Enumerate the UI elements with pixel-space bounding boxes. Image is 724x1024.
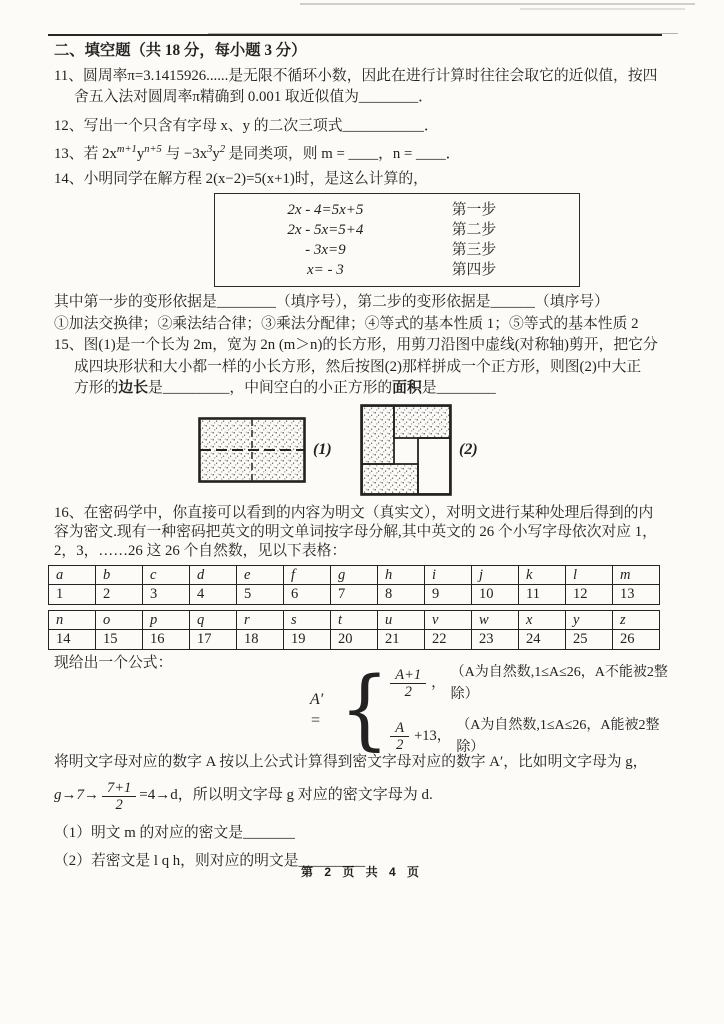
cipher-cell: e	[237, 565, 284, 585]
question-16-part1: （1）明文 m 的对应的密文是_______	[54, 825, 295, 841]
cipher-cell: b	[96, 565, 143, 585]
figure-2-square-drawing	[360, 404, 452, 496]
question-12-line1: 12、写出一个只含有字母 x、y 的二次三项式___________．	[54, 117, 439, 134]
case-condition: （A为自然数,1≤A≤26，A不能被2整除）	[450, 665, 668, 702]
cipher-cell: n	[49, 610, 96, 630]
cipher-cell: f	[284, 565, 331, 585]
case-separator: ，	[431, 674, 446, 691]
step-row	[215, 200, 571, 220]
step-label: 第四步	[451, 262, 497, 278]
q13-exponent-2: 2	[219, 144, 226, 156]
cipher-cell: v	[425, 610, 472, 630]
cipher-cell: a	[49, 565, 96, 585]
fraction-numerator: 7+1	[102, 780, 136, 797]
top-rule-line-faint	[208, 33, 678, 34]
cipher-cell: 25	[566, 630, 613, 650]
top-rule-line	[48, 34, 662, 36]
fraction-numerator: A+1	[390, 667, 426, 684]
case-condition: （A为自然数,1≤A≤26，A能被2整除）	[456, 718, 660, 755]
number-row	[49, 585, 660, 605]
q15-bold-side-length: 边长	[118, 380, 149, 396]
step-label: 第一步	[451, 202, 497, 218]
figure-1	[198, 417, 332, 483]
cipher-cell: 3	[143, 585, 190, 605]
cipher-cell: 13	[613, 585, 660, 605]
step-row	[215, 260, 571, 280]
step-label: 第三步	[451, 242, 497, 258]
figure-1-rectangle-drawing	[198, 417, 306, 483]
q15-text: 是_________，中间空白的小正方形的	[148, 380, 393, 396]
question-11-line2: 舍五入法对圆周率π精确到 0.001 取近似值为________．	[74, 89, 433, 105]
cipher-cell: w	[472, 610, 519, 630]
cipher-cell: 20	[331, 630, 378, 650]
question-16-line1: 16、在密码学中，你直接可以看到的内容为明文（真实文），对明文进行某种处理后得到的内	[54, 504, 654, 521]
cipher-cell: 10	[472, 585, 519, 605]
cipher-cell: p	[143, 610, 190, 630]
cipher-cell: 16	[143, 630, 190, 650]
step-row	[215, 220, 571, 240]
cipher-cell: k	[519, 565, 566, 585]
cipher-cell: l	[566, 565, 613, 585]
question-15-figures	[48, 404, 680, 502]
cipher-cell: 5	[237, 585, 284, 605]
cipher-cell: 17	[190, 630, 237, 650]
q13-text: 与 −3x	[161, 146, 208, 162]
formula-case-odd	[390, 662, 680, 705]
figure-2-label: (2)	[459, 440, 478, 458]
piecewise-formula	[310, 659, 680, 761]
q13-text: 13、若 2x	[54, 146, 117, 162]
cipher-cell: 4	[190, 585, 237, 605]
cipher-cell: u	[378, 610, 425, 630]
cipher-cell: g	[331, 565, 378, 585]
question-14-intro: 14、小明同学在解方程 2(x−2)=5(x+1)时，是这么计算的，	[54, 170, 428, 187]
q15-text: 方形的	[74, 380, 119, 396]
cipher-cell: o	[96, 610, 143, 630]
cipher-cell: 21	[378, 630, 425, 650]
q15-text: 是________	[421, 380, 496, 396]
cipher-table-n-to-z	[48, 610, 660, 650]
fraction	[390, 720, 409, 753]
question-14-basis-line: 其中第一步的变形依据是________（填序号），第二步的变形依据是______（填序号）	[54, 294, 609, 310]
q13-exponent-3: 3	[207, 144, 213, 156]
cipher-cell: y	[566, 610, 613, 630]
cipher-cell: 23	[472, 630, 519, 650]
step-equation: - 3x=9	[305, 242, 346, 258]
fraction	[390, 667, 426, 700]
cipher-cell: t	[331, 610, 378, 630]
letter-row	[49, 610, 660, 630]
case-plus-13: +13，	[414, 727, 452, 744]
cipher-cell: 22	[425, 630, 472, 650]
cipher-cell: r	[237, 610, 284, 630]
cipher-cell: q	[190, 610, 237, 630]
fraction-denominator: 2	[404, 684, 412, 700]
letter-row	[49, 565, 660, 585]
section-title: 二、填空题（共 18 分，每小题 3 分）	[54, 42, 307, 59]
cipher-cell: 2	[96, 585, 143, 605]
figure-1-label: (1)	[313, 440, 332, 458]
question-13-line1	[54, 144, 680, 166]
question-16-line2: 容为密文.现有一种密码把英文的明文单词按字母分解,其中英文的 26 个小写字母依次对应 1，	[54, 523, 657, 540]
q13-text: 是同类项，则 m = ____，n = ____．	[225, 146, 461, 162]
question-16-paragraph: 将明文字母对应的数字 A 按以上公式计算得到密文字母对应的数字 A′，比如明文字母为 g，	[54, 754, 648, 770]
equation-steps-box	[214, 193, 580, 287]
step-equation: 2x - 5x=5+4	[287, 222, 364, 238]
fraction-denominator: 2	[396, 737, 404, 753]
cipher-cell: 19	[284, 630, 331, 650]
cipher-cell: 24	[519, 630, 566, 650]
cipher-cell: i	[425, 565, 472, 585]
cipher-cell: h	[378, 565, 425, 585]
question-15-line3	[74, 378, 680, 400]
step-equation: 2x - 4=5x+5	[287, 202, 364, 218]
question-11-line1: 11、圆周率π=3.1415926......是无限不循环小数，因此在进行计算时往往会取它的近似值，按四	[54, 67, 658, 84]
q13-text: y	[136, 146, 145, 162]
step-label: 第二步	[451, 222, 497, 238]
question-16-part2: （2）若密文是 l q h，则对应的明文是_________	[54, 853, 366, 869]
cipher-cell: m	[613, 565, 660, 585]
cipher-cell: z	[613, 610, 660, 630]
cipher-cell: 1	[49, 585, 96, 605]
q13-exponent-m: m+1	[116, 144, 137, 156]
question-14-options-line: ①加法交换律；②乘法结合律；③乘法分配律；④等式的基本性质 1；⑤等式的基本性质 2	[54, 315, 639, 332]
brace-glyph: {	[339, 659, 390, 761]
cipher-cell: j	[472, 565, 519, 585]
cipher-cell: d	[190, 565, 237, 585]
cipher-cell: 7	[331, 585, 378, 605]
number-row	[49, 630, 660, 650]
fraction	[102, 780, 136, 813]
worked-example	[54, 777, 680, 815]
cipher-cell: x	[519, 610, 566, 630]
cipher-table-a-to-m	[48, 565, 660, 605]
example-suffix: =4→d，所以明文字母 g 对应的密文字母为 d.	[139, 787, 433, 804]
cipher-cell: 26	[613, 630, 660, 650]
cipher-cell: 15	[96, 630, 143, 650]
cipher-cell: 11	[519, 585, 566, 605]
example-prefix: g→7→	[54, 787, 99, 804]
formula-lhs: A′ =	[310, 690, 324, 729]
cipher-cell: 8	[378, 585, 425, 605]
figure-2	[360, 404, 478, 496]
formula-intro: 现给出一个公式：	[54, 654, 173, 671]
question-15-line1: 15、图(1)是一个长为 2m，宽为 2n (m＞n)的长方形，用剪刀沿图中虚线(对称轴)剪开，把它分	[54, 337, 658, 353]
page-footer: 第 2 页 共 4 页	[300, 865, 424, 879]
cipher-cell: 18	[237, 630, 284, 650]
cipher-cell: 6	[284, 585, 331, 605]
cipher-cell: 12	[566, 585, 613, 605]
q15-bold-area: 面积	[392, 380, 422, 396]
step-row	[215, 240, 571, 260]
q13-exponent-n: n+5	[144, 144, 162, 156]
formula-cases	[390, 662, 680, 758]
cipher-cell: s	[284, 610, 331, 630]
cipher-cell: c	[143, 565, 190, 585]
cipher-cell: 9	[425, 585, 472, 605]
fraction-numerator: A	[390, 720, 409, 737]
cipher-cell: 14	[49, 630, 96, 650]
step-equation: x= - 3	[306, 262, 344, 278]
q13-text: y	[212, 146, 220, 162]
question-16-line3: 2，3，……26 这 26 个自然数，见以下表格：	[54, 542, 347, 559]
question-15-line2: 成四块形状和大小都一样的小长方形，然后按图(2)那样拼成一个正方形，则图(2)中大正	[74, 358, 642, 375]
fraction-denominator: 2	[115, 796, 123, 813]
